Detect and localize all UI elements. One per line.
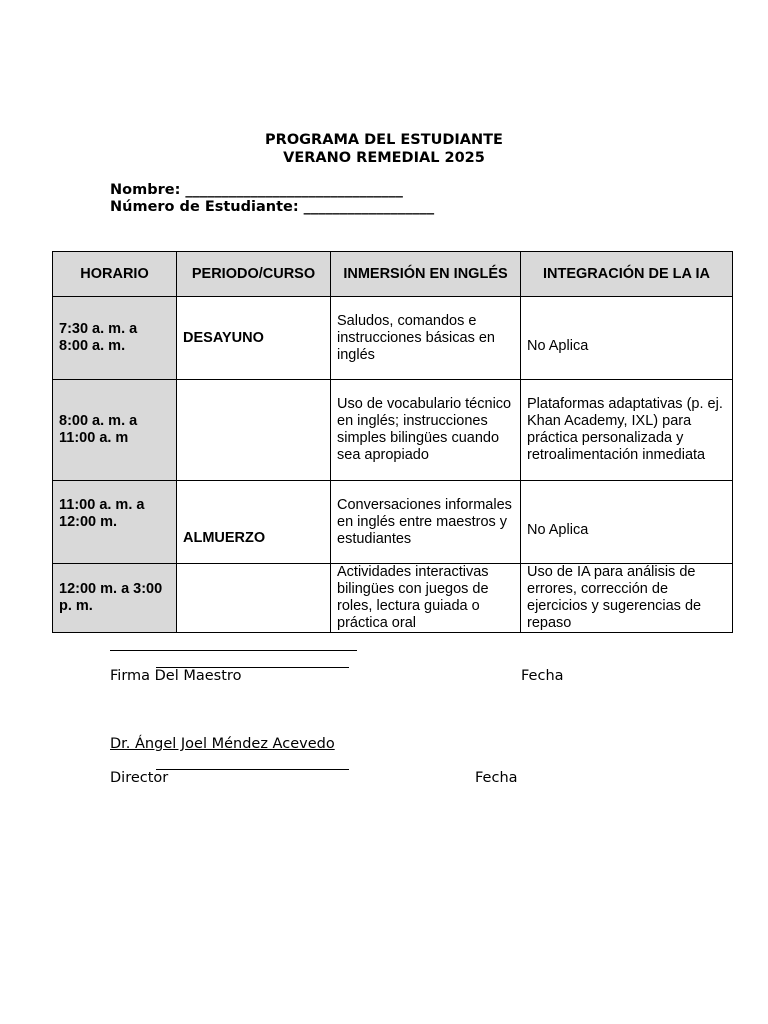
director-signature-line <box>156 769 349 770</box>
header-inmersion-ingles: INMERSIÓN EN INGLÉS <box>331 252 521 297</box>
horario-cell: 8:00 a. m. a 11:00 a. m <box>53 380 177 481</box>
header-periodo-curso: PERIODO/CURSO <box>177 252 331 297</box>
periodo-cell: ALMUERZO <box>177 481 331 564</box>
table-row <box>53 564 733 633</box>
inmersion-cell: Conversaciones informales en inglés entre maestros y estudiantes <box>331 481 521 564</box>
header-horario: HORARIO <box>53 252 177 297</box>
horario-cell: 7:30 a. m. a 8:00 a. m. <box>53 297 177 380</box>
inmersion-cell: Saludos, comandos e instrucciones básicas en inglés <box>331 297 521 380</box>
table-row <box>53 481 733 564</box>
document-title: PROGRAMA DEL ESTUDIANTE <box>265 132 503 148</box>
schedule-table <box>52 251 733 633</box>
ia-cell: No Aplica <box>521 481 733 564</box>
periodo-cell: DESAYUNO <box>177 297 331 380</box>
horario-cell: 11:00 a. m. a 12:00 m. <box>53 481 177 564</box>
table-header-row <box>53 252 733 297</box>
ia-cell: No Aplica <box>521 297 733 380</box>
periodo-cell <box>177 564 331 633</box>
director-label: Director <box>110 770 169 786</box>
director-date-label: Fecha <box>475 770 518 786</box>
teacher-signature-line <box>110 650 357 651</box>
periodo-cell <box>177 380 331 481</box>
ia-cell: Plataformas adaptativas (p. ej. Khan Academy, IXL) para práctica personalizada y retroalimentación inmediata <box>521 380 733 481</box>
nombre-field: Nombre: ______________________________ <box>110 182 403 198</box>
inmersion-cell: Uso de vocabulario técnico en inglés; instrucciones simples bilingües cuando sea apropiado <box>331 380 521 481</box>
teacher-signature-label: Firma Del Maestro <box>110 668 242 684</box>
director-name: Dr. Ángel Joel Méndez Acevedo <box>110 736 335 752</box>
table-row <box>53 297 733 380</box>
document-subtitle: VERANO REMEDIAL 2025 <box>283 150 485 166</box>
numero-estudiante-field: Número de Estudiante: __________________ <box>110 199 435 215</box>
header-integracion-ia: INTEGRACIÓN DE LA IA <box>521 252 733 297</box>
horario-cell: 12:00 m. a 3:00 p. m. <box>53 564 177 633</box>
inmersion-cell: Actividades interactivas bilingües con juegos de roles, lectura guiada o práctica oral <box>331 564 521 633</box>
teacher-date-label: Fecha <box>521 668 564 684</box>
table-row <box>53 380 733 481</box>
ia-cell: Uso de IA para análisis de errores, corrección de ejercicios y sugerencias de repaso <box>521 564 733 633</box>
